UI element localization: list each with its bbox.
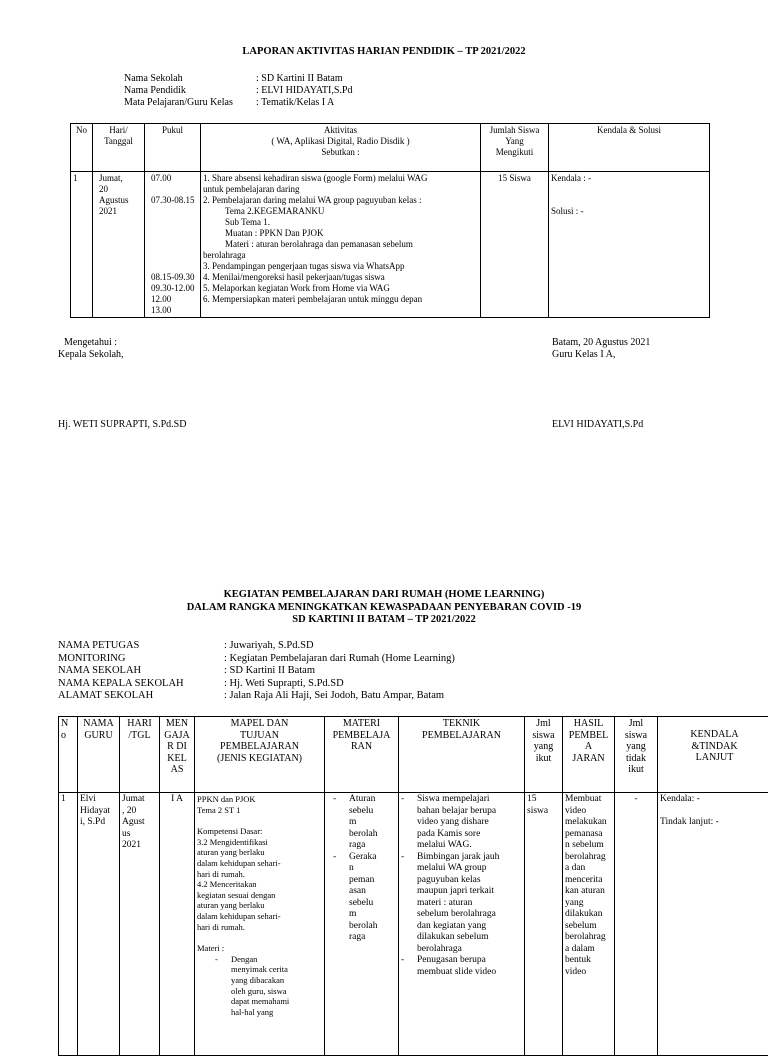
header-no: No bbox=[71, 124, 93, 172]
cell-hasil: Membuat video melakukan pemanasa n sebelum berolahrag a dan mencerita kan aturan yang dilakukan sebelum berolahrag a dalam bentuk video bbox=[563, 793, 615, 1056]
info2-row: NAMA PETUGAS : Juwariyah, S.Pd.SD bbox=[58, 640, 455, 653]
header-hasil: HASIL PEMBEL A JARAN bbox=[563, 717, 615, 793]
list-item: - Penugasan berupa membuat slide video bbox=[401, 955, 522, 978]
list-item: - Dengan menyimak cerita yang dibacakan oleh guru, siswa dapat memahami hal-hal yang bbox=[215, 954, 322, 1018]
header-hari: HARI /TGL bbox=[120, 717, 160, 793]
info2-row: NAMA KEPALA SEKOLAH : Hj. Weti Suprapti, S.Pd.SD bbox=[58, 678, 455, 691]
mapel-list bbox=[215, 954, 322, 1018]
header-mengajar: MEN GAJA R DI KEL AS bbox=[160, 717, 195, 793]
header-jumlah: Jumlah Siswa Yang Mengikuti bbox=[481, 124, 549, 172]
info-row-teacher: Nama Pendidik : ELVI HIDAYATI,S.Pd bbox=[124, 85, 353, 97]
list-item: - Siswa mempelajari bahan belajar berupa video yang dishare pada Kamis sore melalui WAG. bbox=[401, 794, 522, 852]
cell-jumlah: 15 Siswa bbox=[481, 172, 549, 318]
header-pukul: Pukul bbox=[145, 124, 201, 172]
cell-jml-ikut: 15 siswa bbox=[525, 793, 563, 1056]
info2-row: NAMA SEKOLAH : SD Kartini II Batam bbox=[58, 665, 455, 678]
header-hari: Hari/ Tanggal bbox=[93, 124, 145, 172]
report2-title-line: DALAM RANGKA MENINGKATKAN KEWASPADAAN PENYEBARAN COVID -19 bbox=[0, 602, 768, 615]
cell-jml-tidak: - bbox=[615, 793, 658, 1056]
table-row bbox=[59, 793, 768, 1056]
header-guru: NAMA GURU bbox=[78, 717, 120, 793]
teknik-list bbox=[401, 794, 522, 978]
home-learning-table bbox=[58, 716, 768, 1056]
header-jml-tidak: Jml siswa yang tidak ikut bbox=[615, 717, 658, 793]
cell-kendala: Kendala : - Solusi : - bbox=[549, 172, 710, 318]
sign-left-heading: Mengetahui : bbox=[64, 337, 117, 349]
cell-kendala: Kendala: - Tindak lanjut: - bbox=[658, 793, 768, 1056]
materi-list bbox=[333, 794, 396, 944]
header-kendala: Kendala & Solusi bbox=[549, 124, 710, 172]
activity-table bbox=[70, 123, 710, 318]
cell-no: 1 bbox=[71, 172, 93, 318]
sign-right-name: ELVI HIDAYATI,S.Pd bbox=[552, 419, 643, 431]
info2-row: ALAMAT SEKOLAH : Jalan Raja Ali Haji, Sei Jodoh, Batu Ampar, Batam bbox=[58, 690, 455, 703]
header-aktivitas: Aktivitas ( WA, Aplikasi Digital, Radio Disdik ) Sebutkan : bbox=[201, 124, 481, 172]
sign-left-role: Kepala Sekolah, bbox=[58, 349, 124, 361]
header-kendala: KENDALA &TINDAK LANJUT bbox=[658, 717, 768, 793]
sign-right-date: Batam, 20 Agustus 2021 bbox=[552, 337, 650, 349]
cell-hari: Jumat, 20 Agustus 2021 bbox=[93, 172, 145, 318]
cell-materi bbox=[325, 793, 399, 1056]
cell-no: 1 bbox=[59, 793, 78, 1056]
info-row-subject: Mata Pelajaran/Guru Kelas : Tematik/Kelas I A bbox=[124, 97, 353, 109]
activity-table-header bbox=[71, 124, 710, 172]
cell-guru: Elvi Hidayat i, S.Pd bbox=[78, 793, 120, 1056]
header-materi: MATERI PEMBELAJA RAN bbox=[325, 717, 399, 793]
report2-title-line: KEGIATAN PEMBELAJARAN DARI RUMAH (HOME LEARNING) bbox=[0, 589, 768, 602]
header-jml-ikut: Jml siswa yang ikut bbox=[525, 717, 563, 793]
info2-row: MONITORING : Kegiatan Pembelajaran dari Rumah (Home Learning) bbox=[58, 653, 455, 666]
cell-aktivitas: 1. Share absensi kehadiran siswa (google Form) melalui WAG untuk pembelajaran daring 2. Pembelajaran daring melalui WA group paguyuban kelas : Tema 2.KEGEMARANKU Sub Tema 1. Muatan : PPKN Dan PJOK Materi : aturan berolahraga dan pemanasan sebelum berolahraga 3. Pendampingan pengerjaan tugas siswa via WhatsApp 4. Menilai/mengoreksi hasil pekerjaan/tugas siswa 5. Melaporkan kegiatan Work from Home via WAG 6. Mempersiapkan materi pembelajaran untuk minggu depan bbox=[201, 172, 481, 318]
list-item: - Geraka n peman asan sebelu m berolah raga bbox=[333, 852, 396, 944]
header-no: N o bbox=[59, 717, 78, 793]
report1-title: LAPORAN AKTIVITAS HARIAN PENDIDIK – TP 2021/2022 bbox=[0, 46, 768, 57]
cell-kelas: I A bbox=[160, 793, 195, 1056]
home-learning-header bbox=[59, 717, 768, 793]
header-mapel: MAPEL DAN TUJUAN PEMBELAJARAN (JENIS KEGIATAN) bbox=[195, 717, 325, 793]
table-row bbox=[71, 172, 710, 318]
sign-left-name: Hj. WETI SUPRAPTI, S.Pd.SD bbox=[58, 419, 186, 431]
report2-title-line: SD KARTINI II BATAM – TP 2021/2022 bbox=[0, 614, 768, 627]
cell-pukul: 07.00 07.30-08.15 08.15-09.30 09.30-12.00 12.00 13.00 bbox=[145, 172, 201, 318]
header-teknik: TEKNIK PEMBELAJARAN bbox=[399, 717, 525, 793]
cell-hari: Jumat , 20 Agust us 2021 bbox=[120, 793, 160, 1056]
cell-teknik bbox=[399, 793, 525, 1056]
report2-info bbox=[58, 640, 455, 703]
cell-mapel: PPKN dan PJOK Tema 2 ST 1 Kompetensi Dasar: 3.2 Mengidentifikasi aturan yang berlaku dalam kehidupan sehari- hari di rumah. 4.2 Menceritakan kegiatan sesuai dengan aturan yang berlaku dalam kehidupan sehari- hari di rumah. Materi : - Dengan menyimak cerita yang dibacakan oleh guru, siswa dapat memahami hal-hal yang bbox=[195, 793, 325, 1056]
list-item: - Aturan sebelu m berolah raga bbox=[333, 794, 396, 852]
sign-right-role: Guru Kelas I A, bbox=[552, 349, 615, 361]
list-item: - Bimbingan jarak jauh melalui WA group paguyuban kelas maupun japri terkait materi : aturan sebelum berolahraga dan kegiatan yang dilakukan sebelum berolahraga bbox=[401, 852, 522, 956]
report1-info bbox=[124, 73, 353, 109]
info-row-school: Nama Sekolah : SD Kartini II Batam bbox=[124, 73, 353, 85]
report2-title bbox=[0, 589, 768, 627]
